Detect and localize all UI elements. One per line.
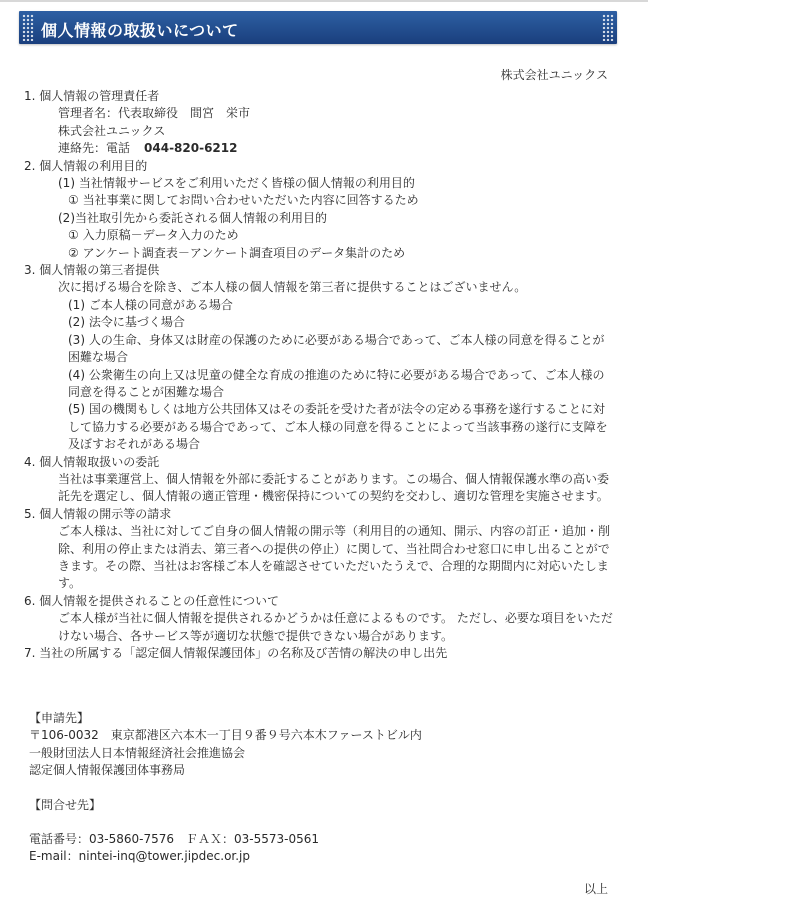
company-name: 株式会社ユニックス xyxy=(500,68,608,82)
third-party-item-1: (1) ご本人様の同意がある場合 xyxy=(68,297,233,312)
spacer xyxy=(29,814,589,831)
section-3-heading: 3. 個人情報の第三者提供 xyxy=(24,263,160,278)
third-party-intro: 次に掲げる場合を除き、ご本人様の個人情報を第三者に提供することはございません。 xyxy=(58,280,527,295)
apply-label: 【申請先】 xyxy=(29,711,90,725)
manager-company: 株式会社ユニックス xyxy=(58,123,166,138)
purpose-2: (2)当社取引先から委託される個人情報の利用目的 xyxy=(58,210,327,225)
phone-number: 044-820-6212 xyxy=(144,141,238,156)
third-party-item-2: (2) 法令に基づく場合 xyxy=(68,315,185,330)
purpose-1: (1) 当社情報サービスをご利用いただく皆様の個人情報の利用目的 xyxy=(58,176,415,191)
policy-body xyxy=(24,88,614,662)
section-4-body: 当社は事業運営上、個人情報を外部に委託することがあります。この場合、個人情報保護水準の高い委託先を選定し、個人情報の適正管理・機密保持についての契約を交わし、適切な管理を実施させます。 xyxy=(58,471,610,504)
section-7-heading: 7. 当社の所属する「認定個人情報保護団体」の名称及び苦情の解決の申し出先 xyxy=(24,646,448,660)
third-party-item-4: (4) 公衆衛生の向上又は児童の健全な育成の推進のために特に必要がある場合であって、ご本人様の同意を得ることが困難な場合 xyxy=(68,367,605,399)
apply-address: 〒106-0032 東京都港区六本木一丁目９番９号六本木ファーストビル内 xyxy=(29,728,422,743)
third-party-item-5: (5) 国の機関もしくは地方公共団体又はその委託を受けた者が法令の定める事務を遂行することに対して協力する必要がある場合であって、ご本人様の同意を得ることによって当該事務の遂行に支障を及ぼすおそれがある場合 xyxy=(68,402,608,452)
section-2-heading: 2. 個人情報の利用目的 xyxy=(24,158,148,173)
section-4-heading: 4. 個人情報取扱いの委託 xyxy=(24,454,160,469)
inquiry-email: E-mail：nintei-inq@tower.jipdec.or.jp xyxy=(29,849,251,864)
section-6-body: ご本人様が当社に個人情報を提供されるかどうかは任意によるものです。 ただし、必要な項目をいただけない場合、各サービス等が適切な状態で提供できない場合があります。 xyxy=(58,611,613,643)
contact-line xyxy=(24,140,614,157)
manager-name: 管理者名：代表取締役 間宮 栄市 xyxy=(58,106,251,121)
banner-dot-pattern-left xyxy=(22,14,34,41)
apply-organization: 一般財団法人日本情報経済社会推進協会 xyxy=(29,745,246,760)
purpose-1-item-1: ① 当社事業に関してお問い合わせいただいた内容に回答するため xyxy=(68,193,419,208)
inquiry-tel-fax: 電話番号：03-5860-7576 ＦＡＸ：03-5573-0561 xyxy=(29,832,320,847)
contact-block xyxy=(29,710,589,866)
page-banner xyxy=(19,11,617,44)
top-divider xyxy=(0,0,648,2)
page-title: 個人情報の取扱いについて xyxy=(41,21,239,40)
contact-label: 連絡先：電話 xyxy=(58,141,131,156)
spacer xyxy=(29,780,589,797)
apply-office: 認定個人情報保護団体事務局 xyxy=(29,763,186,778)
third-party-item-3: (3) 人の生命、身体又は財産の保護のために必要がある場合であって、ご本人様の同意を得ることが困難な場合 xyxy=(68,332,605,365)
section-6-heading: 6. 個人情報を提供されることの任意性について xyxy=(24,593,280,608)
section-5-body: ご本人様は、当社に対してご自身の個人情報の開示等（利用目的の通知、開示、内容の訂正・追加・削除、利用の停止または消去、第三者への提供の停止）に関して、当社問合わせ窓口に申し出ることができます。その際、当社はお客様ご本人を確認させていただいたうえで、合理的な期間内に対応いたします。 xyxy=(58,524,611,591)
banner-dot-pattern-right xyxy=(602,14,614,41)
inquiry-label: 【問合せ先】 xyxy=(29,797,102,812)
section-1-heading: 1. 個人情報の管理責任者 xyxy=(24,89,160,103)
purpose-2-item-2: ② アンケート調査表－アンケート調査項目のデータ集計のため xyxy=(68,245,406,260)
section-5-heading: 5. 個人情報の開示等の請求 xyxy=(24,506,172,521)
closing-text: 以上 xyxy=(583,882,608,896)
purpose-2-item-1: ① 入力原稿－データ入力のため xyxy=(68,228,239,243)
